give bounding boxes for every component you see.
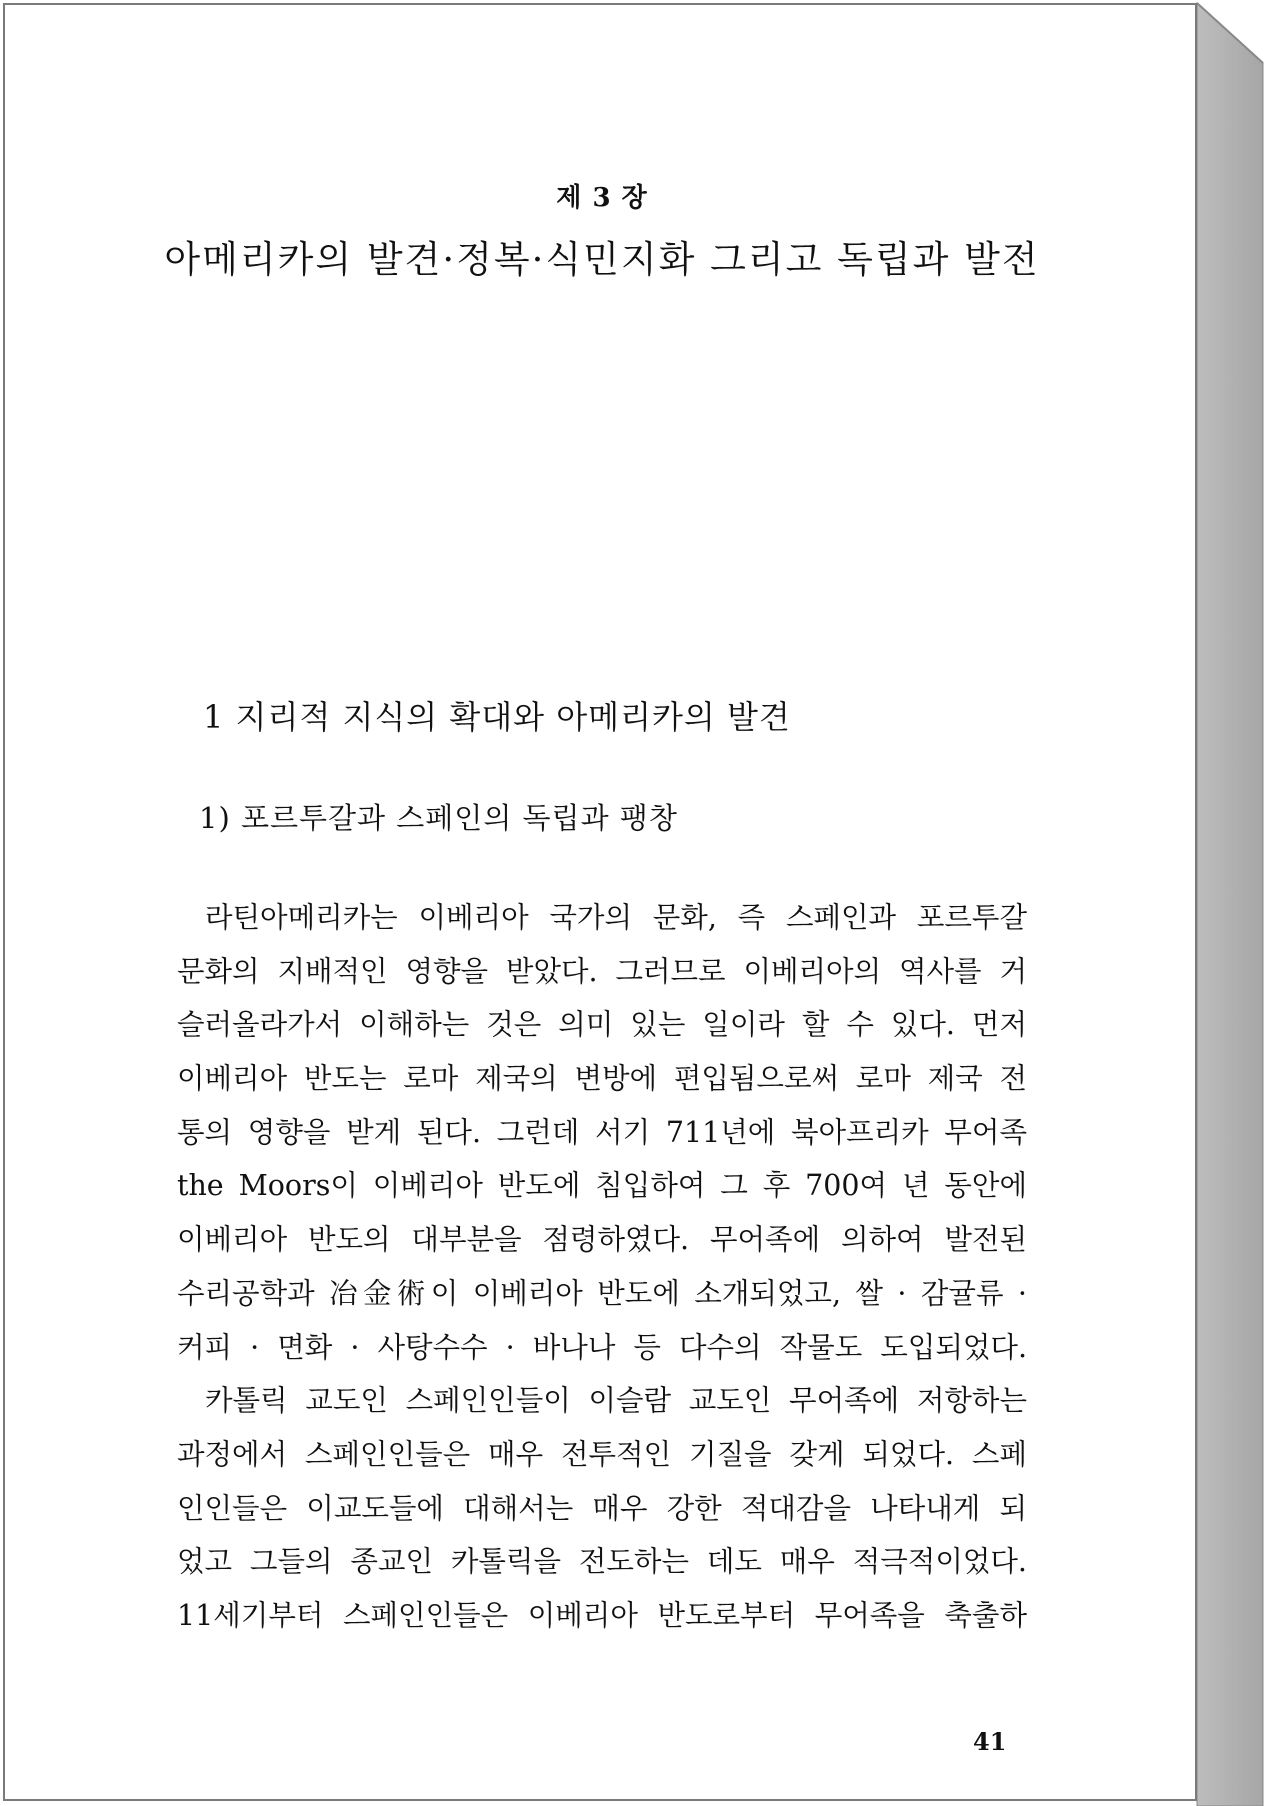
chapter-title: 아메리카의 발견·정복·식민지화 그리고 독립과 발전	[164, 238, 1040, 281]
body-line: 통의 영향을 받게 된다. 그런데 서기 711년에 북아프리카 무어족	[177, 1115, 1027, 1149]
book-page	[3, 3, 1197, 1801]
body-line: 었고 그들의 종교인 카톨릭을 전도하는 데도 매우 적극적이었다.	[177, 1545, 1027, 1579]
body-line: 이베리아 반도의 대부분을 점령하였다. 무어족에 의하여 발전된	[177, 1223, 1027, 1257]
body-line: 수리공학과 冶金術이 이베리아 반도에 소개되었고, 쌀 · 감귤류 ·	[177, 1276, 1027, 1310]
section-title: 1 지리적 지식의 확대와 아메리카의 발견	[203, 698, 791, 736]
body-line: 문화의 지배적인 영향을 받았다. 그러므로 이베리아의 역사를 거	[177, 954, 1027, 988]
body-text	[177, 891, 1027, 1643]
subsection-title: 1) 포르투갈과 스페인의 독립과 팽창	[199, 801, 678, 835]
body-line: 11세기부터 스페인인들은 이베리아 반도로부터 무어족을 축출하	[177, 1598, 1027, 1632]
body-line: 슬러올라가서 이해하는 것은 의미 있는 일이라 할 수 있다. 먼저	[177, 1008, 1027, 1042]
body-line: 카톨릭 교도인 스페인인들이 이슬람 교도인 무어족에 저항하는	[205, 1384, 1027, 1418]
body-line: the Moors이 이베리아 반도에 침입하여 그 후 700여 년 동안에	[177, 1169, 1027, 1203]
body-line: 커피 · 면화 · 사탕수수 · 바나나 등 다수의 작물도 도입되었다.	[177, 1330, 1027, 1364]
chapter-label: 제 3 장	[556, 183, 648, 213]
body-line: 라틴아메리카는 이베리아 국가의 문화, 즉 스페인과 포르투갈	[205, 901, 1027, 934]
body-line: 과정에서 스페인인들은 매우 전투적인 기질을 갖게 되었다. 스페	[177, 1437, 1027, 1471]
page-number: 41	[973, 1727, 1007, 1756]
body-line: 이베리아 반도는 로마 제국의 변방에 편입됨으로써 로마 제국 전	[177, 1062, 1027, 1096]
body-line: 인인들은 이교도들에 대해서는 매우 강한 적대감을 나타내게 되	[177, 1491, 1027, 1525]
